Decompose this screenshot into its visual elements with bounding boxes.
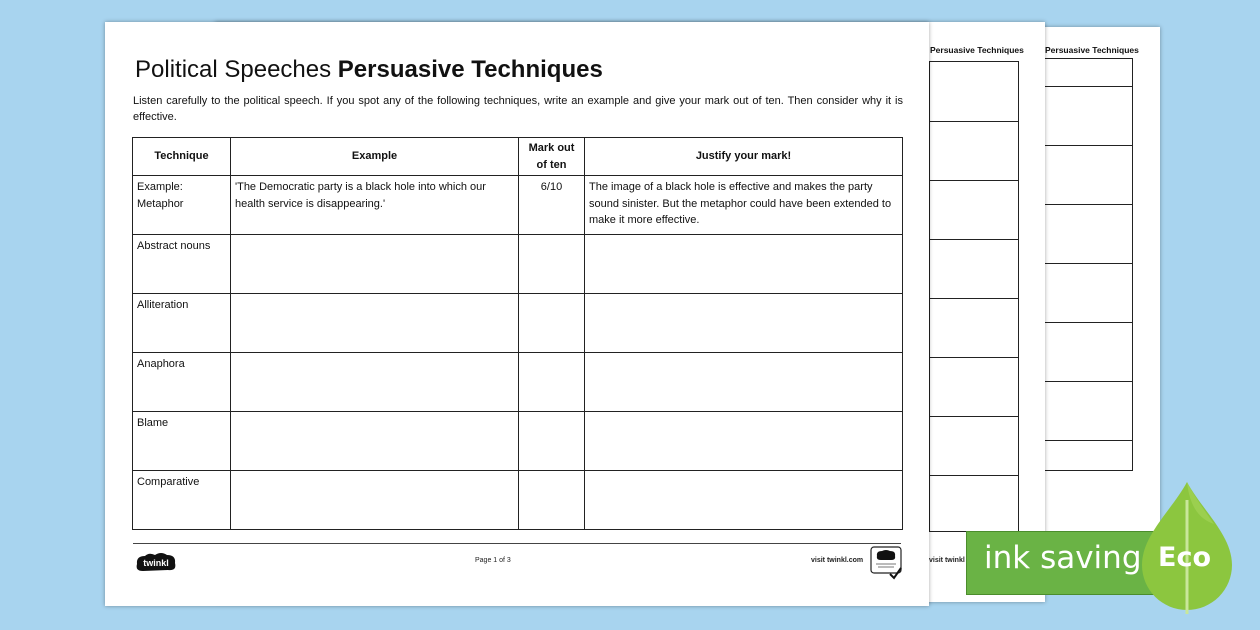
title-light: Political Speeches [135,56,332,83]
example-row [133,176,903,235]
page-title [135,56,603,84]
example-cell[interactable] [231,353,519,412]
worksheet-page [105,22,929,606]
table-row [133,235,903,294]
technique-blame: Blame [133,412,231,471]
back-page-3-column [1037,58,1133,471]
technique-alliteration: Alliteration [133,294,231,353]
header-mark [519,138,585,176]
techniques-table [132,137,903,530]
table-row [133,294,903,353]
table-header-row [133,138,903,176]
technique-anaphora: Anaphora [133,353,231,412]
table-row [133,353,903,412]
twinkl-logo [133,550,179,574]
logo-text: twinkl [143,558,169,568]
eco-label: Eco [1158,542,1211,573]
ink-saving-text: ink saving [984,540,1142,576]
example-cell[interactable] [231,412,519,471]
header-mark-line2: of ten [536,158,567,171]
example-cell[interactable] [231,235,519,294]
header-mark-line1: Mark out [528,142,575,154]
instructions: Listen carefully to the political speech. If you spot any of the following techniques, write an example and give your mark out of ten. Then consider why it is effective. [133,95,903,123]
example-justify: The image of a black hole is effective and makes the party sound sinister. But the metaphor could have been extended to make it more effective. [585,176,903,235]
justify-cell[interactable] [585,294,903,353]
header-example: Example [231,138,519,176]
mark-cell[interactable] [519,471,585,530]
example-text: 'The Democratic party is a black hole into which our health service is disappearing.' [231,176,519,235]
header-technique: Technique [133,138,231,176]
justify-cell[interactable] [585,235,903,294]
example-cell[interactable] [231,294,519,353]
footer-divider [133,543,901,544]
justify-cell[interactable] [585,353,903,412]
example-technique-line2: Metaphor [137,197,184,210]
back-page-3-title: Persuasive Techniques [1045,45,1139,55]
example-mark: 6/10 [519,176,585,235]
example-technique-line1: Example: [137,181,183,193]
header-justify: Justify your mark! [585,138,903,176]
example-cell[interactable] [231,471,519,530]
technique-abstract-nouns: Abstract nouns [133,235,231,294]
title-bold: Persuasive Techniques [337,56,603,83]
quality-standard-badge-icon [870,546,902,580]
mark-cell[interactable] [519,294,585,353]
mark-cell[interactable] [519,353,585,412]
page-number: Page 1 of 3 [475,557,511,564]
justify-cell[interactable] [585,471,903,530]
mark-cell[interactable] [519,412,585,471]
table-row [133,471,903,530]
mark-cell[interactable] [519,235,585,294]
technique-comparative: Comparative [133,471,231,530]
back-page-2-footer: visit twinkl [929,557,965,564]
visit-link[interactable]: visit twinkl.com [811,557,864,564]
table-row [133,412,903,471]
back-page-2-title: Persuasive Techniques [930,45,1024,55]
justify-cell[interactable] [585,412,903,471]
back-page-2-column [929,61,1019,532]
example-technique [133,176,231,235]
